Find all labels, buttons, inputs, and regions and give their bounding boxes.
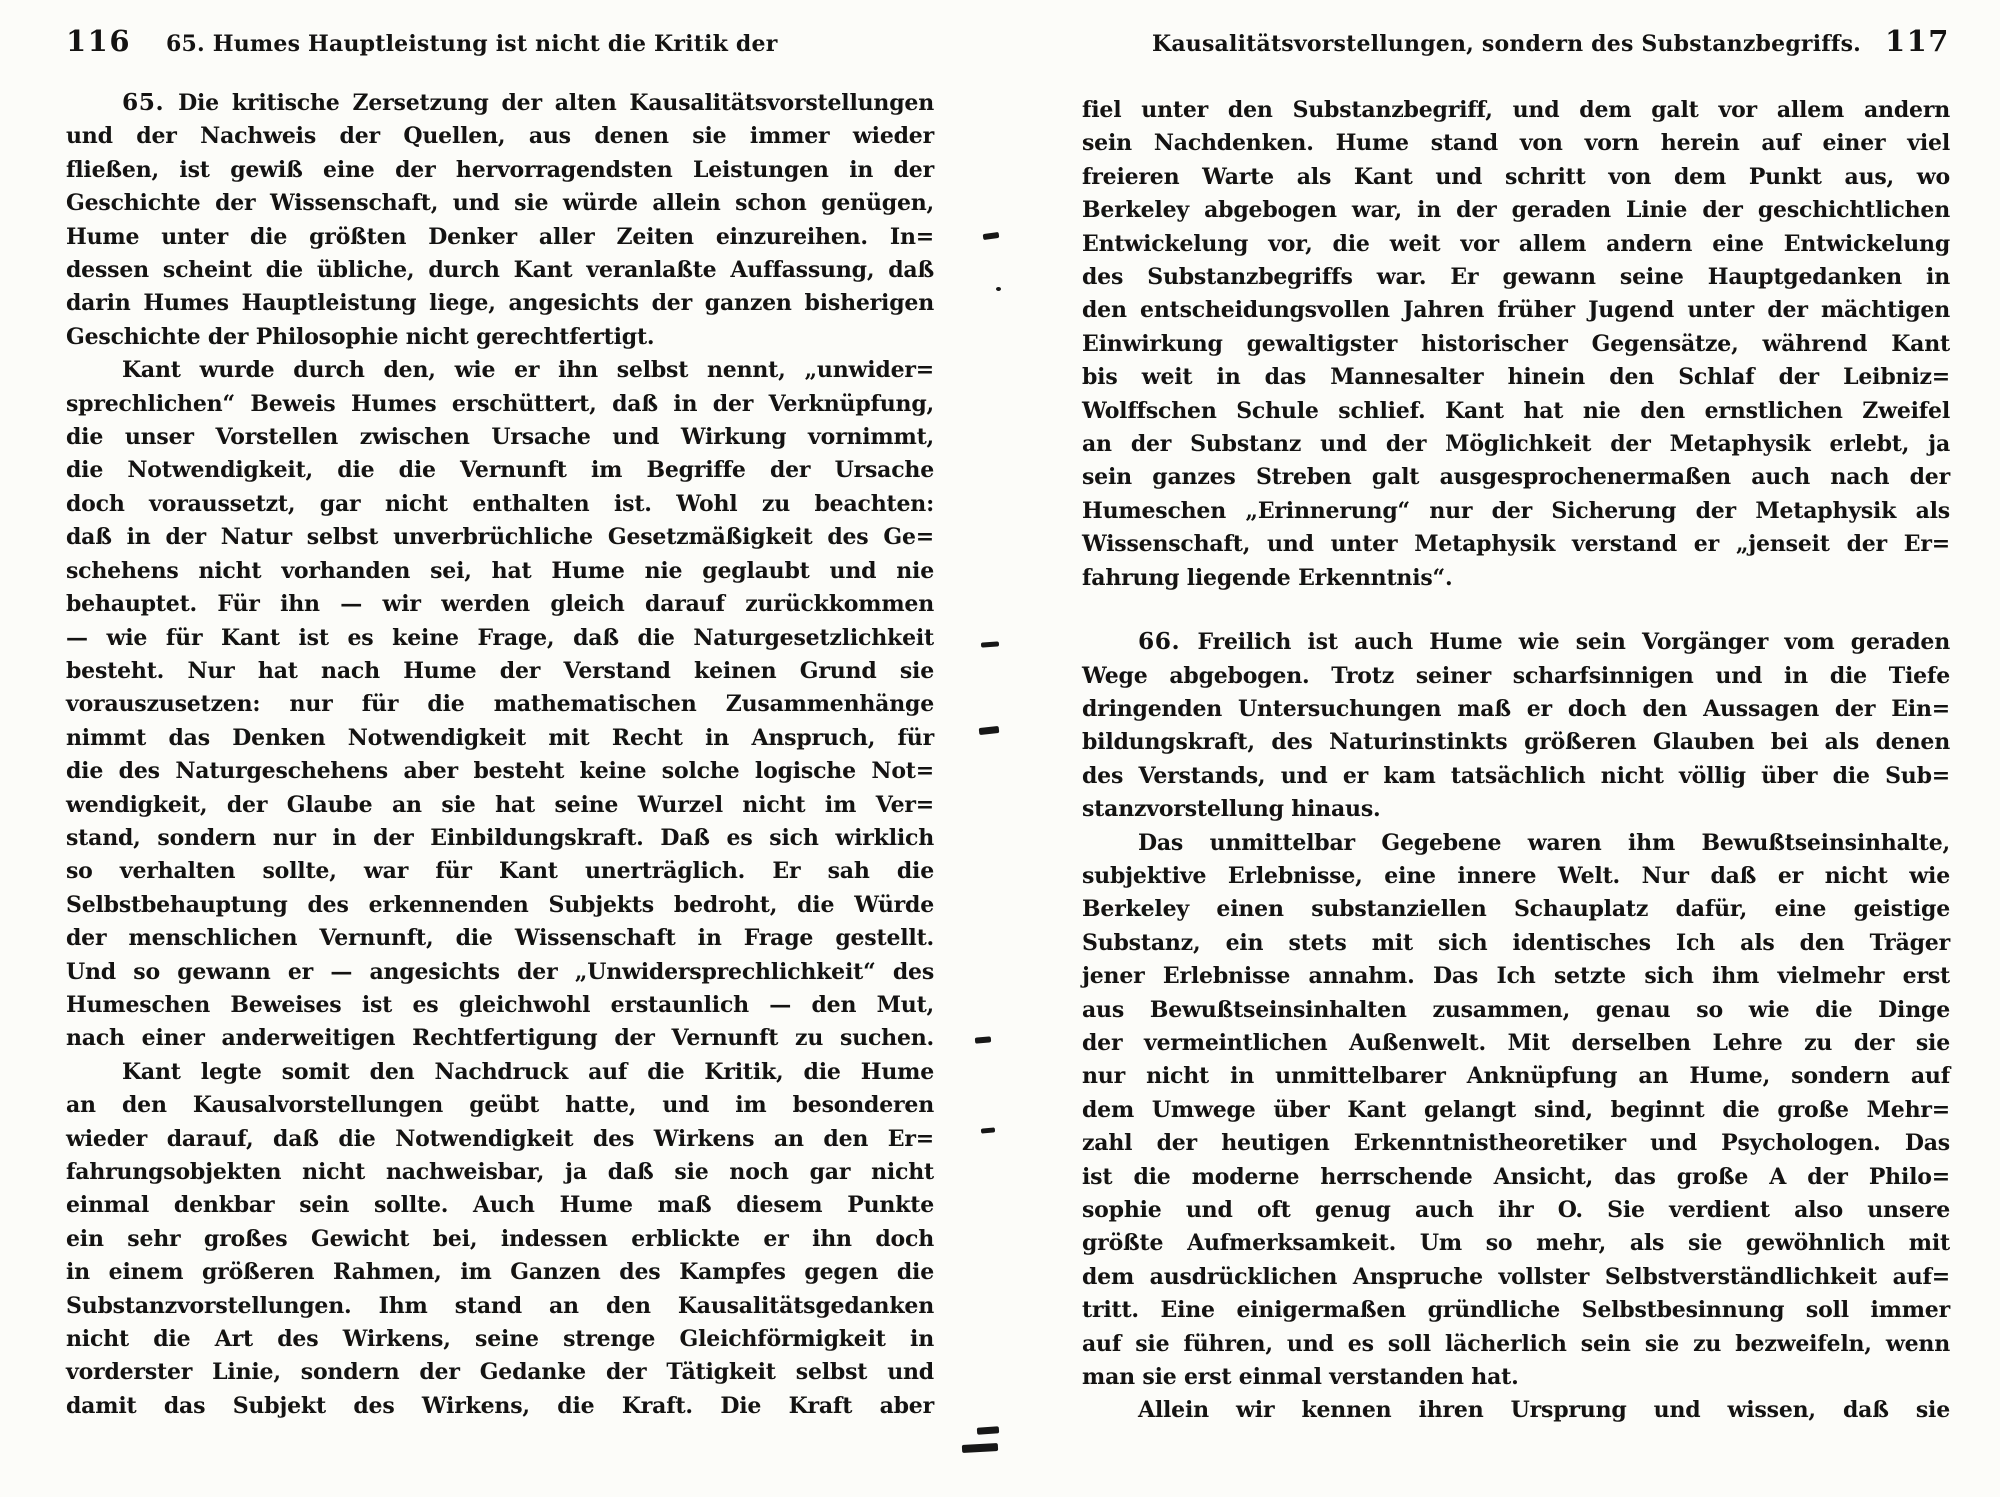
text-line: schehens nicht vorhanden sei, hat Hume nie geglaubt und nie bbox=[66, 557, 934, 584]
text-line: Entwickelung vor, die weit vor allem andern eine Entwickelung bbox=[1082, 230, 1950, 257]
text-line: nimmt das Denken Notwendigkeit mit Recht in Anspruch, für bbox=[66, 724, 934, 751]
ink-speck bbox=[981, 1127, 995, 1133]
text-line: sprechlichen“ Beweis Humes erschüttert, daß in der Verknüpfung, bbox=[66, 390, 934, 417]
text-line: freieren Warte als Kant und schritt von dem Punkt aus, wo bbox=[1082, 163, 1950, 190]
text-line: und der Nachweis der Quellen, aus denen sie immer wieder bbox=[66, 123, 934, 150]
paragraph bbox=[1082, 1394, 1950, 1427]
text-line: Substanzvorstellungen. Ihm stand an den Kausalitätsgedanken bbox=[66, 1292, 934, 1319]
text-line: fließen, ist gewiß eine der hervorragendsten Leistungen in der bbox=[66, 156, 934, 183]
text-line: den entscheidungsvollen Jahren früher Jugend unter der mächtigen bbox=[1082, 297, 1950, 324]
text-line: fahrung liegende Erkenntnis“. bbox=[1082, 564, 1453, 591]
text-line: — wie für Kant ist es keine Frage, daß die Naturgesetzlichkeit bbox=[66, 624, 934, 651]
ink-speck bbox=[996, 287, 1001, 291]
text-line: damit das Subjekt des Wirkens, die Kraft. Die Kraft aber bbox=[66, 1392, 934, 1419]
text-line: vorauszusetzen: nur für die mathematischen Zusammenhänge bbox=[66, 691, 934, 718]
text-line: die unser Vorstellen zwischen Ursache und Wirkung vornimmt, bbox=[66, 424, 934, 451]
text-line: jener Erlebnisse annahm. Das Ich setzte sich ihm vielmehr erst bbox=[1082, 963, 1950, 990]
ink-speck bbox=[962, 1443, 998, 1453]
text-line: Wege abgebogen. Trotz seiner scharfsinnigen und in die Tiefe bbox=[1082, 662, 1950, 689]
text-line: sein Nachdenken. Hume stand von vorn herein auf einer viel bbox=[1082, 130, 1950, 157]
text-line: daß in der Natur selbst unverbrüchliche Gesetzmäßigkeit des Ge= bbox=[66, 524, 934, 551]
text-line: ein sehr großes Gewicht bei, indessen erblickte er ihn doch bbox=[66, 1225, 934, 1252]
ink-speck bbox=[983, 232, 1000, 240]
text-line: behauptet. Für ihn — wir werden gleich darauf zurückkommen bbox=[66, 591, 934, 618]
ink-speck bbox=[975, 1036, 991, 1043]
text-line: nur nicht in unmittelbarer Anknüpfung an Hume, sondern auf bbox=[1082, 1063, 1950, 1090]
section-number: 65. bbox=[122, 89, 179, 116]
text-line: vorderster Linie, sondern der Gedanke der Tätigkeit selbst und bbox=[66, 1359, 934, 1386]
text-line: dringenden Untersuchungen maß er doch den Aussagen der Ein= bbox=[1082, 695, 1950, 722]
running-header: 65. Humes Hauptleistung ist nicht die Kritik der bbox=[166, 31, 778, 57]
text-line: dessen scheint die übliche, durch Kant veranlaßte Auffassung, daß bbox=[66, 257, 934, 284]
text-line: an der Substanz und der Möglichkeit der Metaphysik erlebt, ja bbox=[1082, 431, 1950, 458]
text-line: Geschichte der Philosophie nicht gerechtfertigt. bbox=[66, 323, 655, 350]
text-line: stanzvorstellung hinaus. bbox=[1082, 796, 1381, 823]
text-line: Humeschen „Erinnerung“ nur der Sicherung der Metaphysik als bbox=[1082, 497, 1950, 524]
text-line: die Notwendigkeit, die die Vernunft im Begriffe der Ursache bbox=[66, 457, 934, 484]
text-line: zahl der heutigen Erkenntnistheoretiker und Psychologen. Das bbox=[1082, 1130, 1950, 1157]
paragraph bbox=[66, 1056, 934, 1423]
text-line: an den Kausalvorstellungen geübt hatte, und im besonderen bbox=[66, 1092, 934, 1119]
text-line: Kant wurde durch den, wie er ihn selbst nennt, „unwider= bbox=[122, 357, 934, 384]
page-header-right bbox=[1082, 24, 1950, 58]
text-line: besteht. Nur hat nach Hume der Verstand keinen Grund sie bbox=[66, 657, 934, 684]
text-line: stand, sondern nur in der Einbildungskraft. Daß es sich wirklich bbox=[66, 824, 934, 851]
text-line: sophie und oft genug auch ihr O. Sie verdient also unsere bbox=[1082, 1197, 1950, 1223]
text-line: fahrungsobjekten nicht nachweisbar, ja daß sie noch gar nicht bbox=[66, 1159, 934, 1185]
text-line: nicht die Art des Wirkens, seine strenge Gleichförmigkeit in bbox=[66, 1326, 934, 1353]
text-line: Hume unter die größten Denker aller Zeiten einzureihen. In= bbox=[66, 223, 934, 250]
text-line: der vermeintlichen Außenwelt. Mit derselben Lehre zu der sie bbox=[1082, 1029, 1950, 1056]
text-line: bis weit in das Mannesalter hinein den Schlaf der Leibniz= bbox=[1082, 364, 1950, 391]
text-line: 66. Freilich ist auch Hume wie sein Vorgänger vom geraden bbox=[1138, 628, 1950, 656]
text-line: tritt. Eine einigermaßen gründliche Selbstbesinnung soll immer bbox=[1082, 1297, 1950, 1324]
text-line: Geschichte der Wissenschaft, und sie würde allein schon genügen, bbox=[66, 190, 934, 217]
text-line: Kant legte somit den Nachdruck auf die Kritik, die Hume bbox=[122, 1058, 934, 1085]
text-line: größte Aufmerksamkeit. Um so mehr, als sie gewöhnlich mit bbox=[1082, 1230, 1950, 1257]
text-line: Wolffschen Schule schlief. Kant hat nie den ernstlichen Zweifel bbox=[1082, 397, 1950, 424]
text-line: Allein wir kennen ihren Ursprung und wissen, daß sie bbox=[1138, 1397, 1950, 1424]
text-line: Berkeley einen substanziellen Schauplatz dafür, eine geistige bbox=[1082, 896, 1950, 923]
paragraph bbox=[66, 86, 934, 354]
text-line: doch voraussetzt, gar nicht enthalten ist. Wohl zu beachten: bbox=[66, 490, 934, 517]
text-line: Das unmittelbar Gegebene waren ihm Bewußtseinsinhalte, bbox=[1138, 829, 1950, 856]
text-line: aus Bewußtseinsinhalten zusammen, genau so wie die Dinge bbox=[1082, 996, 1950, 1023]
text-line: der menschlichen Vernunft, die Wissenschaft in Frage gestellt. bbox=[66, 925, 934, 952]
text-line: des Verstands, und er kam tatsächlich nicht völlig über die Sub= bbox=[1082, 762, 1950, 789]
text-line: Humeschen Beweises ist es gleichwohl erstaunlich — den Mut, bbox=[66, 991, 934, 1018]
text-line: Substanz, ein stets mit sich identisches Ich als den Träger bbox=[1082, 929, 1950, 956]
page-number: 116 bbox=[66, 24, 132, 58]
text-line: Und so gewann er — angesichts der „Unwidersprechlichkeit“ des bbox=[66, 958, 934, 985]
paragraph bbox=[1082, 625, 1950, 826]
text-line: dem Umwege über Kant gelangt sind, beginnt die große Mehr= bbox=[1082, 1096, 1950, 1123]
ink-speck bbox=[979, 726, 1000, 735]
text-line: dem ausdrücklichen Anspruche vollster Selbstverständlichkeit auf= bbox=[1082, 1263, 1950, 1290]
text-line: darin Humes Hauptleistung liege, angesichts der ganzen bisherigen bbox=[66, 290, 934, 317]
text-line: wieder darauf, daß die Notwendigkeit des Wirkens an den Er= bbox=[66, 1125, 934, 1152]
text-line: Wissenschaft, und unter Metaphysik verstand er „jenseit der Er= bbox=[1082, 531, 1950, 558]
text-line: des Substanzbegriffs war. Er gewann seine Hauptgedanken in bbox=[1082, 264, 1950, 291]
ink-speck bbox=[977, 1426, 999, 1435]
paragraph bbox=[1082, 827, 1950, 1395]
page-header-left bbox=[66, 24, 934, 58]
text-line: Einwirkung gewaltigster historischer Gegensätze, während Kant bbox=[1082, 330, 1950, 357]
text-line: wendigkeit, der Glaube an sie hat seine Wurzel nicht im Ver= bbox=[66, 791, 934, 818]
text-column-page-116 bbox=[66, 86, 934, 1423]
paragraph bbox=[66, 354, 934, 1056]
text-line: in einem größeren Rahmen, im Ganzen des Kampfes gegen die bbox=[66, 1259, 934, 1286]
text-line: so verhalten sollte, war für Kant unerträglich. Er sah die bbox=[66, 858, 934, 885]
text-line: auf sie führen, und es soll lächerlich sein sie zu bezweifeln, wenn bbox=[1082, 1330, 1950, 1357]
text-line: fiel unter den Substanzbegriff, und dem galt vor allem andern bbox=[1082, 97, 1950, 123]
text-line: man sie erst einmal verstanden hat. bbox=[1082, 1364, 1519, 1391]
ink-speck bbox=[981, 641, 999, 647]
paragraph bbox=[1082, 94, 1950, 595]
text-line: Selbstbehauptung des erkennenden Subjekts bedroht, die Würde bbox=[66, 891, 934, 918]
text-line: subjektive Erlebnisse, eine innere Welt. Nur daß er nicht wie bbox=[1082, 862, 1950, 889]
running-header: Kausalitätsvorstellungen, sondern des Substanzbegriffs. bbox=[1152, 31, 1862, 57]
text-line: sein ganzes Streben galt ausgesprochenermaßen auch nach der bbox=[1082, 464, 1950, 491]
text-line: nach einer anderweitigen Rechtfertigung der Vernunft zu suchen. bbox=[66, 1025, 934, 1052]
text-line: 65. Die kritische Zersetzung der alten Kausalitätsvorstellungen bbox=[122, 89, 934, 116]
section-number: 66. bbox=[1138, 628, 1198, 656]
text-line: ist die moderne herrschende Ansicht, das große A der Philo= bbox=[1082, 1163, 1950, 1190]
text-column-page-117 bbox=[1082, 94, 1950, 1428]
text-line: bildungskraft, des Naturinstinkts größeren Glauben bei als denen bbox=[1082, 729, 1950, 756]
text-line: einmal denkbar sein sollte. Auch Hume maß diesem Punkte bbox=[66, 1192, 934, 1219]
page-number: 117 bbox=[1884, 24, 1950, 58]
text-line: die des Naturgeschehens aber besteht keine solche logische Not= bbox=[66, 758, 934, 785]
text-line: Berkeley abgebogen war, in der geraden Linie der geschichtlichen bbox=[1082, 197, 1950, 224]
